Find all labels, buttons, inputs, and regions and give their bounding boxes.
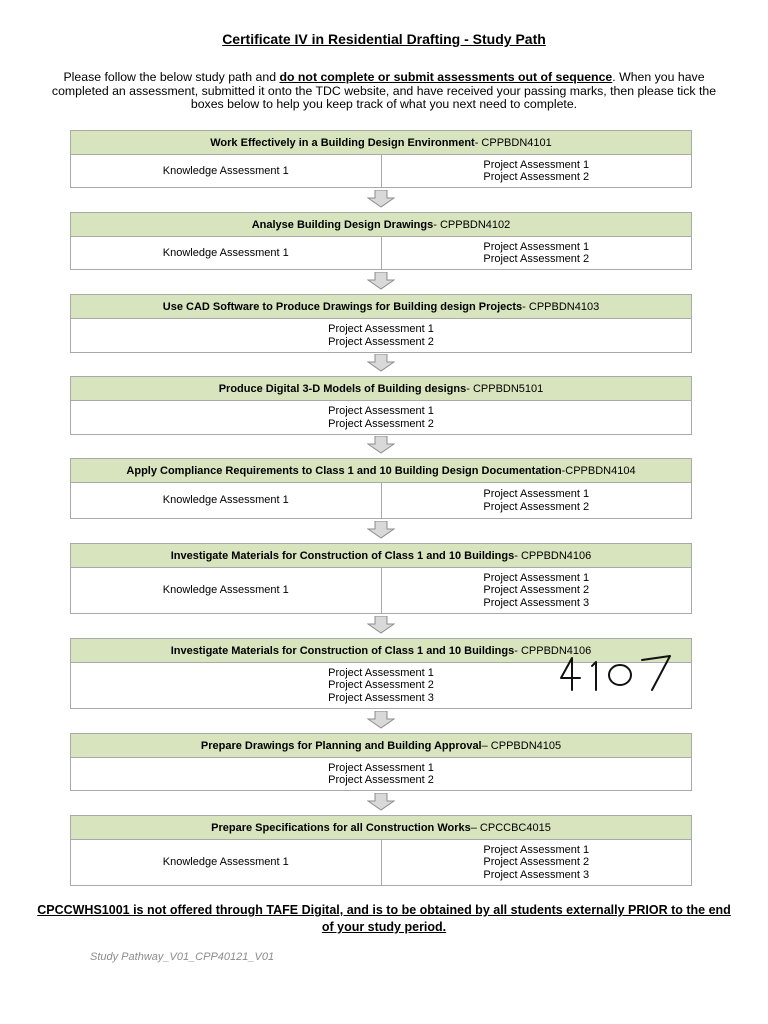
assessment-item: Project Assessment 2 xyxy=(483,500,590,513)
down-arrow-icon xyxy=(367,711,395,729)
intro-emphasis: do not complete or submit assessments out of sequence xyxy=(279,70,613,84)
unit-block xyxy=(70,294,692,353)
unit-assessments xyxy=(71,155,691,187)
assessment-item: Project Assessment 1 xyxy=(483,488,590,500)
unit-header xyxy=(71,213,691,237)
down-arrow-icon xyxy=(367,272,395,290)
knowledge-assessments xyxy=(71,483,381,518)
unit-code: – CPPBDN4105 xyxy=(481,739,562,752)
down-arrow-icon xyxy=(367,190,395,208)
assessment-item: Project Assessment 3 xyxy=(328,691,434,704)
project-assessments xyxy=(71,758,691,790)
assessment-item: Project Assessment 2 xyxy=(483,171,590,183)
unit-block xyxy=(70,130,692,188)
handwritten-note xyxy=(558,652,678,694)
unit-name: Work Effectively in a Building Design Environment xyxy=(210,136,475,149)
assessment-item: Knowledge Assessment 1 xyxy=(162,494,289,507)
down-arrow-icon xyxy=(367,436,395,454)
assessment-item: Project Assessment 1 xyxy=(483,158,590,171)
assessment-item: Project Assessment 2 xyxy=(328,417,434,430)
unit-header xyxy=(71,377,691,401)
intro-paragraph xyxy=(40,71,728,112)
down-arrow-icon xyxy=(367,616,395,634)
assessment-item: Knowledge Assessment 1 xyxy=(162,164,289,177)
assessment-item: Project Assessment 2 xyxy=(483,253,590,265)
assessment-item: Project Assessment 2 xyxy=(328,774,434,786)
unit-assessments xyxy=(71,483,691,518)
assessment-item: Knowledge Assessment 1 xyxy=(162,584,289,597)
unit-block xyxy=(70,376,692,435)
assessment-item: Project Assessment 1 xyxy=(328,761,434,774)
down-arrow-icon xyxy=(367,521,395,539)
project-assessments xyxy=(381,840,692,885)
unit-header xyxy=(71,544,691,568)
unit-name: Use CAD Software to Produce Drawings for Building design Projects xyxy=(162,300,523,313)
project-assessments xyxy=(381,155,692,187)
down-arrow-icon xyxy=(367,354,395,372)
assessment-item: Project Assessment 1 xyxy=(328,405,434,417)
assessment-item: Project Assessment 1 xyxy=(328,666,434,679)
footer-note: CPCCWHS1001 is not offered through TAFE Digital, and is to be obtained by all students externally PRIOR to the end of your study period. xyxy=(37,903,731,934)
intro-text-before: Please follow the below study path and xyxy=(63,70,280,84)
unit-block xyxy=(70,212,692,270)
unit-name: Produce Digital 3-D Models of Building designs xyxy=(218,382,467,395)
unit-code: - CPPBDN4102 xyxy=(433,218,511,231)
project-assessments xyxy=(381,237,692,269)
assessment-item: Project Assessment 1 xyxy=(328,323,434,335)
unit-block xyxy=(70,733,692,791)
project-assessments xyxy=(71,319,691,352)
assessment-item: Project Assessment 2 xyxy=(328,335,434,348)
project-assessments xyxy=(71,401,691,434)
unit-code: - CPPBDN4101 xyxy=(474,136,552,149)
unit-name: Prepare Drawings for Planning and Building Approval xyxy=(200,739,482,752)
unit-block xyxy=(70,543,692,614)
knowledge-assessments xyxy=(71,237,381,269)
unit-code: - CPPBDN5101 xyxy=(466,382,544,395)
unit-assessments xyxy=(71,840,691,885)
unit-assessments xyxy=(71,237,691,269)
unit-code: - CPPBDN4106 xyxy=(514,644,592,657)
page-title: Certificate IV in Residential Drafting - Study Path xyxy=(222,31,546,47)
unit-name: Analyse Building Design Drawings xyxy=(251,218,434,231)
document-id: Study Pathway_V01_CPP40121_V01 xyxy=(90,951,275,963)
unit-assessments xyxy=(71,758,691,790)
knowledge-assessments xyxy=(71,155,381,187)
unit-code: - CPPBDN4106 xyxy=(514,549,592,562)
unit-header xyxy=(71,295,691,319)
assessment-item: Project Assessment 2 xyxy=(483,856,590,869)
project-assessments xyxy=(381,483,692,518)
unit-assessments xyxy=(71,319,691,352)
unit-header xyxy=(71,816,691,840)
knowledge-assessments xyxy=(71,840,381,885)
assessment-item: Knowledge Assessment 1 xyxy=(162,856,289,869)
intro-text-after: . When you have completed an assessment, submitted it onto the TDC website, and have received your passing marks, then please tick the boxes below to help you keep track of what you next need to complete. xyxy=(51,70,717,111)
unit-header xyxy=(71,131,691,155)
unit-code: -CPPBDN4104 xyxy=(561,464,636,477)
down-arrow-icon xyxy=(367,793,395,811)
unit-code: - CPPBDN4103 xyxy=(522,300,600,313)
unit-code: – CPCCBC4015 xyxy=(470,821,551,834)
assessment-item: Project Assessment 3 xyxy=(483,868,590,881)
unit-name: Prepare Specifications for all Construction Works xyxy=(211,821,471,834)
project-assessments xyxy=(381,568,692,613)
unit-header xyxy=(71,734,691,758)
unit-header xyxy=(71,459,691,483)
assessment-item: Project Assessment 2 xyxy=(483,584,590,597)
assessment-item: Project Assessment 1 xyxy=(483,240,590,253)
unit-name: Apply Compliance Requirements to Class 1 and 10 Building Design Documentation xyxy=(126,464,562,477)
unit-assessments xyxy=(71,401,691,434)
unit-block xyxy=(70,815,692,886)
unit-assessments xyxy=(71,568,691,613)
unit-name: Investigate Materials for Construction of Class 1 and 10 Buildings xyxy=(170,549,515,562)
unit-name: Investigate Materials for Construction of Class 1 and 10 Buildings xyxy=(170,644,515,657)
assessment-item: Project Assessment 1 xyxy=(483,843,590,856)
assessment-item: Project Assessment 3 xyxy=(483,596,590,609)
knowledge-assessments xyxy=(71,568,381,613)
assessment-item: Project Assessment 2 xyxy=(328,679,434,692)
assessment-item: Knowledge Assessment 1 xyxy=(162,246,289,259)
unit-block xyxy=(70,458,692,519)
assessment-item: Project Assessment 1 xyxy=(483,571,590,584)
